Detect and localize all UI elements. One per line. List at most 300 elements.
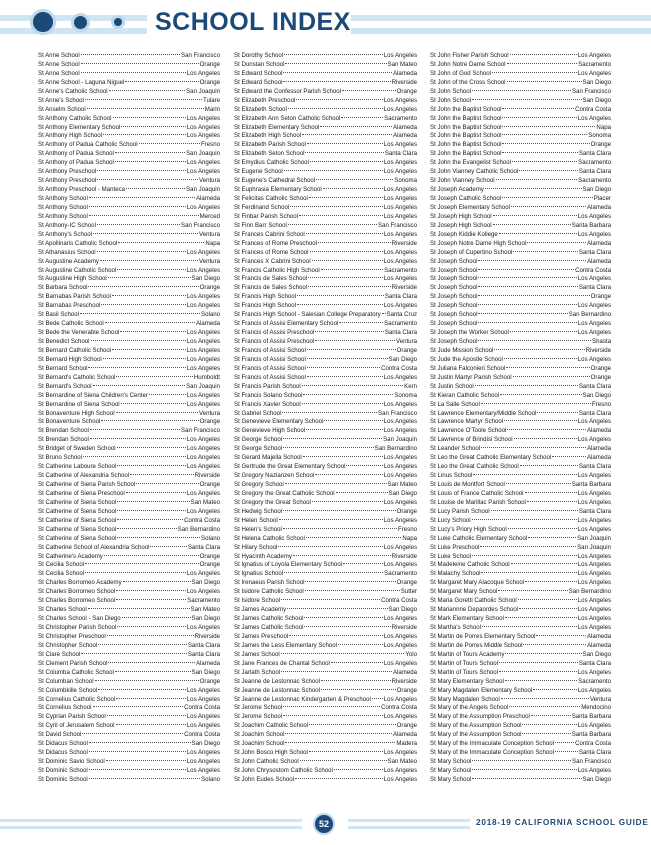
dot-leader [130, 474, 193, 475]
dot-leader [123, 581, 191, 582]
index-entry [38, 696, 220, 705]
school-name: St Felicitas Catholic School [234, 195, 308, 202]
county-name: Riverside [391, 239, 417, 247]
index-entry [430, 410, 611, 419]
county-name: Los Angeles [186, 695, 220, 703]
school-name: St Francis High School - Salesian College Preparatory [234, 311, 381, 319]
school-name: St John Eudes School [234, 775, 294, 783]
school-name: St Joseph Academy [430, 186, 484, 194]
school-name: St Martin of Tours School [430, 659, 498, 667]
county-name: San Diego [582, 650, 611, 658]
county-name: Los Angeles [577, 597, 611, 605]
dot-leader [555, 751, 578, 752]
index-entry [38, 499, 220, 508]
dot-leader [525, 492, 577, 493]
dot-leader [318, 242, 391, 243]
index-entry [234, 535, 417, 544]
county-name: Sacramento [384, 266, 417, 274]
school-name: St Genevieve High School [234, 427, 306, 435]
dot-leader [323, 188, 383, 189]
county-name: Los Angeles [383, 248, 417, 256]
index-entry [430, 141, 611, 150]
county-name: Tulare [202, 96, 220, 104]
school-name: St Jeanne de Lestonnac School [234, 686, 321, 694]
school-name: St Emydius Catholic School [234, 159, 309, 167]
index-entry [38, 669, 220, 678]
county-name: San Joaquin [186, 150, 220, 158]
county-name: Los Angeles [577, 472, 611, 480]
school-name: St Dominic School [38, 767, 88, 774]
school-name: St Mary of the Immaculate Conception School [430, 740, 554, 748]
school-name: St Christopher Parish School [38, 624, 117, 631]
county-name: San Joaquin [577, 534, 611, 542]
dot-leader [283, 438, 382, 439]
county-name: Riverside [391, 552, 417, 560]
index-entry [234, 267, 417, 276]
county-name: San Joaquin [186, 382, 220, 390]
dot-leader [287, 608, 387, 609]
county-name: Riverside [585, 346, 611, 354]
dot-leader [98, 689, 186, 690]
index-entry [234, 481, 417, 490]
index-entry [234, 141, 417, 150]
index-entry [234, 106, 417, 115]
dot-leader [307, 367, 380, 368]
dot-leader [80, 313, 200, 314]
index-entry [430, 615, 611, 624]
dot-leader [315, 474, 383, 475]
index-entry [430, 70, 611, 79]
county-name: Los Angeles [383, 775, 417, 783]
school-name: St John School [430, 96, 471, 104]
county-name: Los Angeles [383, 230, 417, 238]
school-name: St Anselm School [38, 105, 86, 113]
school-name: St Mary School [430, 767, 472, 774]
dot-leader [81, 63, 199, 64]
dot-leader [117, 537, 200, 538]
school-name: St Anthony High School [38, 132, 103, 140]
dot-leader [87, 108, 204, 109]
index-entry [234, 338, 417, 347]
dot-leader [478, 295, 589, 296]
county-name: Los Angeles [186, 713, 220, 721]
school-name: St Luke Preschool [430, 543, 480, 551]
school-name: St Cyprian Parish School [38, 713, 106, 721]
dot-leader [519, 170, 578, 171]
dot-leader [283, 72, 391, 73]
county-name: Marin [204, 105, 220, 113]
index-entry [38, 642, 220, 651]
county-name: Santa Clara [578, 749, 611, 757]
school-name: St John Fisher Parish School [430, 52, 509, 59]
county-name: Los Angeles [383, 96, 417, 104]
school-name: St Joseph Kiddie Kollege [430, 230, 498, 238]
county-name: Alameda [586, 445, 611, 453]
county-name: Los Angeles [383, 561, 417, 569]
county-name: Los Angeles [383, 695, 417, 703]
dot-leader [116, 376, 193, 377]
index-entry [38, 177, 220, 186]
school-name: St Jarlath School [234, 668, 281, 676]
dot-leader [472, 99, 582, 100]
dot-leader [281, 599, 380, 600]
dot-leader [336, 492, 388, 493]
dot-leader [552, 456, 586, 457]
dot-leader [115, 152, 185, 153]
county-name: Los Angeles [383, 632, 417, 640]
county-name: Los Angeles [383, 186, 417, 194]
index-entry [430, 553, 611, 562]
dot-leader [481, 403, 591, 404]
county-name: San Francisco [181, 427, 220, 435]
county-name: Alameda [195, 320, 220, 328]
school-name: St Bernard's Catholic School [38, 373, 116, 381]
index-entry [38, 722, 220, 731]
dot-leader [93, 706, 184, 707]
county-name: Los Angeles [383, 400, 417, 408]
dot-leader [316, 179, 393, 180]
school-name: St Joachim Catholic School [234, 722, 309, 730]
school-name: St Joseph Elementary School [430, 203, 510, 211]
index-entry [430, 696, 611, 705]
county-name: Los Angeles [577, 552, 611, 560]
dot-leader [122, 617, 191, 618]
index-entry [234, 579, 417, 588]
dot-leader [97, 170, 186, 171]
index-entry [234, 284, 417, 293]
dot-leader [97, 224, 180, 225]
county-name: Sonoma [394, 391, 417, 399]
dot-leader [300, 760, 387, 761]
index-entry [234, 293, 417, 302]
index-entry [234, 704, 417, 713]
dot-leader [136, 483, 198, 484]
county-name: Sacramento [187, 597, 220, 605]
county-name: Alameda [392, 123, 417, 131]
index-entry [234, 624, 417, 633]
school-name: St Mary of the Assumption Preschool [430, 713, 530, 721]
index-entry [38, 383, 220, 392]
index-entry [38, 410, 220, 419]
index-entry [430, 311, 611, 320]
school-name: St Francis Solano School [234, 391, 303, 399]
school-name: St Anthony Preschool [38, 177, 97, 185]
county-name: Placer [593, 195, 611, 202]
index-entry [430, 124, 611, 133]
dot-leader [121, 126, 185, 127]
dot-leader [88, 286, 198, 287]
dot-leader [303, 456, 383, 457]
school-name: St George School [234, 436, 283, 444]
county-name: Los Angeles [383, 713, 417, 721]
dot-leader [281, 671, 392, 672]
dot-leader [90, 438, 186, 439]
index-entry [430, 356, 611, 365]
index-entry [430, 177, 611, 186]
index-entry [38, 561, 220, 570]
county-name: Santa Clara [384, 293, 417, 301]
index-entry [234, 392, 417, 401]
county-name: San Diego [388, 606, 417, 614]
dot-leader [116, 724, 186, 725]
county-name: Orange [396, 579, 417, 587]
index-entry [234, 499, 417, 508]
county-name: Los Angeles [383, 498, 417, 506]
index-entry [430, 642, 611, 651]
county-name: Los Angeles [577, 561, 611, 569]
dot-leader [478, 340, 591, 341]
index-entry [38, 79, 220, 88]
dot-leader [278, 546, 382, 547]
county-name: Los Angeles [186, 507, 220, 515]
index-entry [430, 275, 611, 284]
county-name: Santa Clara [578, 463, 611, 471]
dot-leader [306, 233, 383, 234]
school-name: St Elizabeth Ann Seton Catholic School [234, 114, 341, 122]
index-column-2 [234, 52, 417, 785]
index-entry [234, 445, 417, 454]
page-title: SCHOOL INDEX [155, 8, 351, 36]
school-name: St Jerome School [234, 704, 283, 712]
dot-leader [115, 161, 186, 162]
dot-leader [117, 626, 186, 627]
county-name: Orange [396, 507, 417, 515]
county-name: Los Angeles [383, 463, 417, 471]
index-entry [38, 704, 220, 713]
index-entry [234, 731, 417, 740]
dot-leader [473, 474, 576, 475]
index-entry [430, 579, 611, 588]
dot-leader [103, 358, 186, 359]
index-entry [430, 704, 611, 713]
index-entry [38, 687, 220, 696]
school-name: St Francis of Assisi Preschool [234, 329, 315, 337]
dot-leader [508, 528, 577, 529]
dot-leader [149, 394, 186, 395]
index-entry [430, 213, 611, 222]
index-entry [430, 302, 611, 311]
school-name: St Elizabeth High School [234, 132, 302, 140]
school-name: St Columba Catholic School [38, 668, 114, 676]
school-name: St Maria Goretti Catholic School [430, 597, 517, 605]
index-entry [38, 624, 220, 633]
county-name: Los Angeles [383, 543, 417, 551]
school-name: St Lawrence of Brindisi School [430, 436, 513, 444]
index-entry [234, 249, 417, 258]
school-name: St James Catholic School [234, 624, 304, 631]
school-name: St Jeanne de Lestonnac School [234, 677, 321, 685]
dot-leader [478, 260, 586, 261]
county-name: Los Angeles [577, 570, 611, 578]
dot-leader [302, 134, 392, 135]
index-entry [38, 553, 220, 562]
dot-leader [531, 715, 571, 716]
school-name: St Lawrence Elementary/Middle School [430, 409, 537, 417]
index-entry [38, 61, 220, 70]
school-name: St Joseph School [430, 275, 478, 283]
dot-leader [478, 322, 576, 323]
school-name: St Frances Cabrini School [234, 230, 305, 238]
index-entry [430, 624, 611, 633]
school-name: St Martha's School [430, 624, 481, 631]
county-name: Riverside [391, 624, 417, 631]
school-name: St Charles Borromeo School [38, 588, 116, 596]
dot-leader [290, 206, 383, 207]
dot-leader [89, 778, 200, 779]
county-name: Los Angeles [577, 212, 611, 220]
index-entry [430, 293, 611, 302]
county-name: Sacramento [384, 570, 417, 578]
school-name: St Helena Catholic School [234, 534, 305, 542]
index-entry [430, 481, 611, 490]
index-entry [430, 490, 611, 499]
dot-leader [89, 206, 186, 207]
index-entry [430, 383, 611, 392]
index-entry [430, 463, 611, 472]
county-name: San Francisco [181, 52, 220, 59]
dot-leader [518, 599, 577, 600]
dot-leader [536, 635, 586, 636]
dot-leader [81, 72, 186, 73]
county-name: Los Angeles [186, 266, 220, 274]
county-name: Fresno [201, 141, 220, 149]
school-name: St Cornelius School [38, 704, 92, 712]
county-name: Santa Barbara [571, 481, 611, 488]
school-name: St Francis de Sales School [234, 284, 308, 292]
dot-leader [527, 501, 577, 502]
school-name: St Bede Catholic School [38, 320, 104, 328]
county-name: Los Angeles [383, 472, 417, 480]
county-name: San Diego [582, 186, 611, 194]
index-entry [430, 195, 611, 204]
index-entry [38, 320, 220, 329]
county-name: Los Angeles [383, 141, 417, 149]
county-name: Los Angeles [186, 588, 220, 596]
county-name: Los Angeles [577, 606, 611, 614]
index-entry [234, 383, 417, 392]
dot-leader [493, 224, 571, 225]
county-name: Los Angeles [186, 346, 220, 354]
county-name: Los Angeles [383, 203, 417, 211]
dot-leader [283, 510, 396, 511]
dot-leader [481, 447, 586, 448]
dot-leader [478, 286, 577, 287]
dot-leader [522, 724, 576, 725]
school-name: St Martin de Porres Elementary School [430, 632, 536, 640]
index-entry [234, 347, 417, 356]
school-name: St Madeleine Catholic School [430, 561, 510, 569]
dot-leader [382, 313, 386, 314]
index-entry [430, 678, 611, 687]
county-name: Los Angeles [186, 686, 220, 694]
school-name: St Lawrence Martyr School [430, 418, 504, 426]
index-entry [38, 311, 220, 320]
county-name: San Diego [191, 740, 220, 748]
school-name: St Mary of the Assumption School [430, 722, 522, 730]
dot-leader [494, 349, 584, 350]
dot-leader [504, 358, 577, 359]
dot-leader [107, 715, 186, 716]
index-entry [234, 79, 417, 88]
index-entry [38, 544, 220, 553]
school-name: St James Preschool [234, 632, 289, 640]
school-name: St Mary of the Angels School [430, 704, 509, 712]
index-entry [234, 508, 417, 517]
dot-leader [472, 778, 581, 779]
school-name: St Gregory the Great Catholic School [234, 489, 335, 497]
dot-leader [480, 546, 576, 547]
dot-leader [331, 662, 383, 663]
index-entry [38, 767, 220, 776]
county-name: Los Angeles [577, 302, 611, 310]
dot-leader [100, 260, 198, 261]
county-name: San Diego [191, 579, 220, 587]
index-entry [430, 633, 611, 642]
county-name: Santa Clara [578, 409, 611, 417]
dot-leader [502, 108, 574, 109]
dot-leader [115, 671, 191, 672]
dot-leader [504, 420, 577, 421]
school-name: St Frances of Rome Preschool [234, 239, 317, 247]
school-name: St Augustine Catholic School [38, 266, 117, 274]
dot-leader [283, 81, 390, 82]
county-name: San Joaquin [186, 186, 220, 194]
dot-leader [117, 510, 186, 511]
school-name: St Gregory the Great School [234, 498, 311, 506]
county-name: Madera [396, 740, 417, 748]
dot-leader [97, 179, 198, 180]
school-name: St Bonaventure High School [38, 409, 115, 417]
index-entry [38, 374, 220, 383]
dot-leader [97, 251, 186, 252]
school-name: St Anthony-IC School [38, 221, 96, 229]
school-name: St Louis de Montfort School [430, 481, 505, 488]
county-name: Alameda [195, 195, 220, 202]
school-name: St Joseph School [430, 320, 478, 328]
index-entry [38, 150, 220, 159]
school-name: St Mary of the Immaculate Conception School [430, 749, 554, 757]
index-entry [234, 410, 417, 419]
county-name: Contra Costa [381, 364, 417, 372]
dot-leader [89, 742, 191, 743]
county-name: Los Angeles [577, 320, 611, 328]
county-name: Alameda [392, 731, 417, 739]
dot-leader [284, 170, 383, 171]
school-name: St Columban School [38, 677, 94, 685]
dot-leader [299, 215, 383, 216]
county-name: Contra Costa [575, 266, 611, 274]
index-entry [38, 427, 220, 436]
index-entry [38, 168, 220, 177]
index-entry [430, 338, 611, 347]
dot-leader [502, 143, 589, 144]
school-name: St John the Evangelist School [430, 159, 511, 167]
county-name: Santa Clara [384, 329, 417, 337]
school-name: St John Chrysostom Catholic School [234, 767, 333, 774]
dot-leader [343, 563, 383, 564]
school-name: St Edward the Confessor Parish School [234, 87, 342, 95]
county-name: Los Angeles [383, 275, 417, 283]
county-name: Santa Clara [578, 507, 611, 515]
index-entry [430, 651, 611, 660]
index-entry [430, 570, 611, 579]
dot-leader [315, 331, 384, 332]
county-name: Los Angeles [186, 436, 220, 444]
dot-leader [303, 394, 393, 395]
dot-leader [90, 429, 180, 430]
dot-leader [505, 680, 577, 681]
school-name: St Cornelius Catholic School [38, 695, 116, 703]
